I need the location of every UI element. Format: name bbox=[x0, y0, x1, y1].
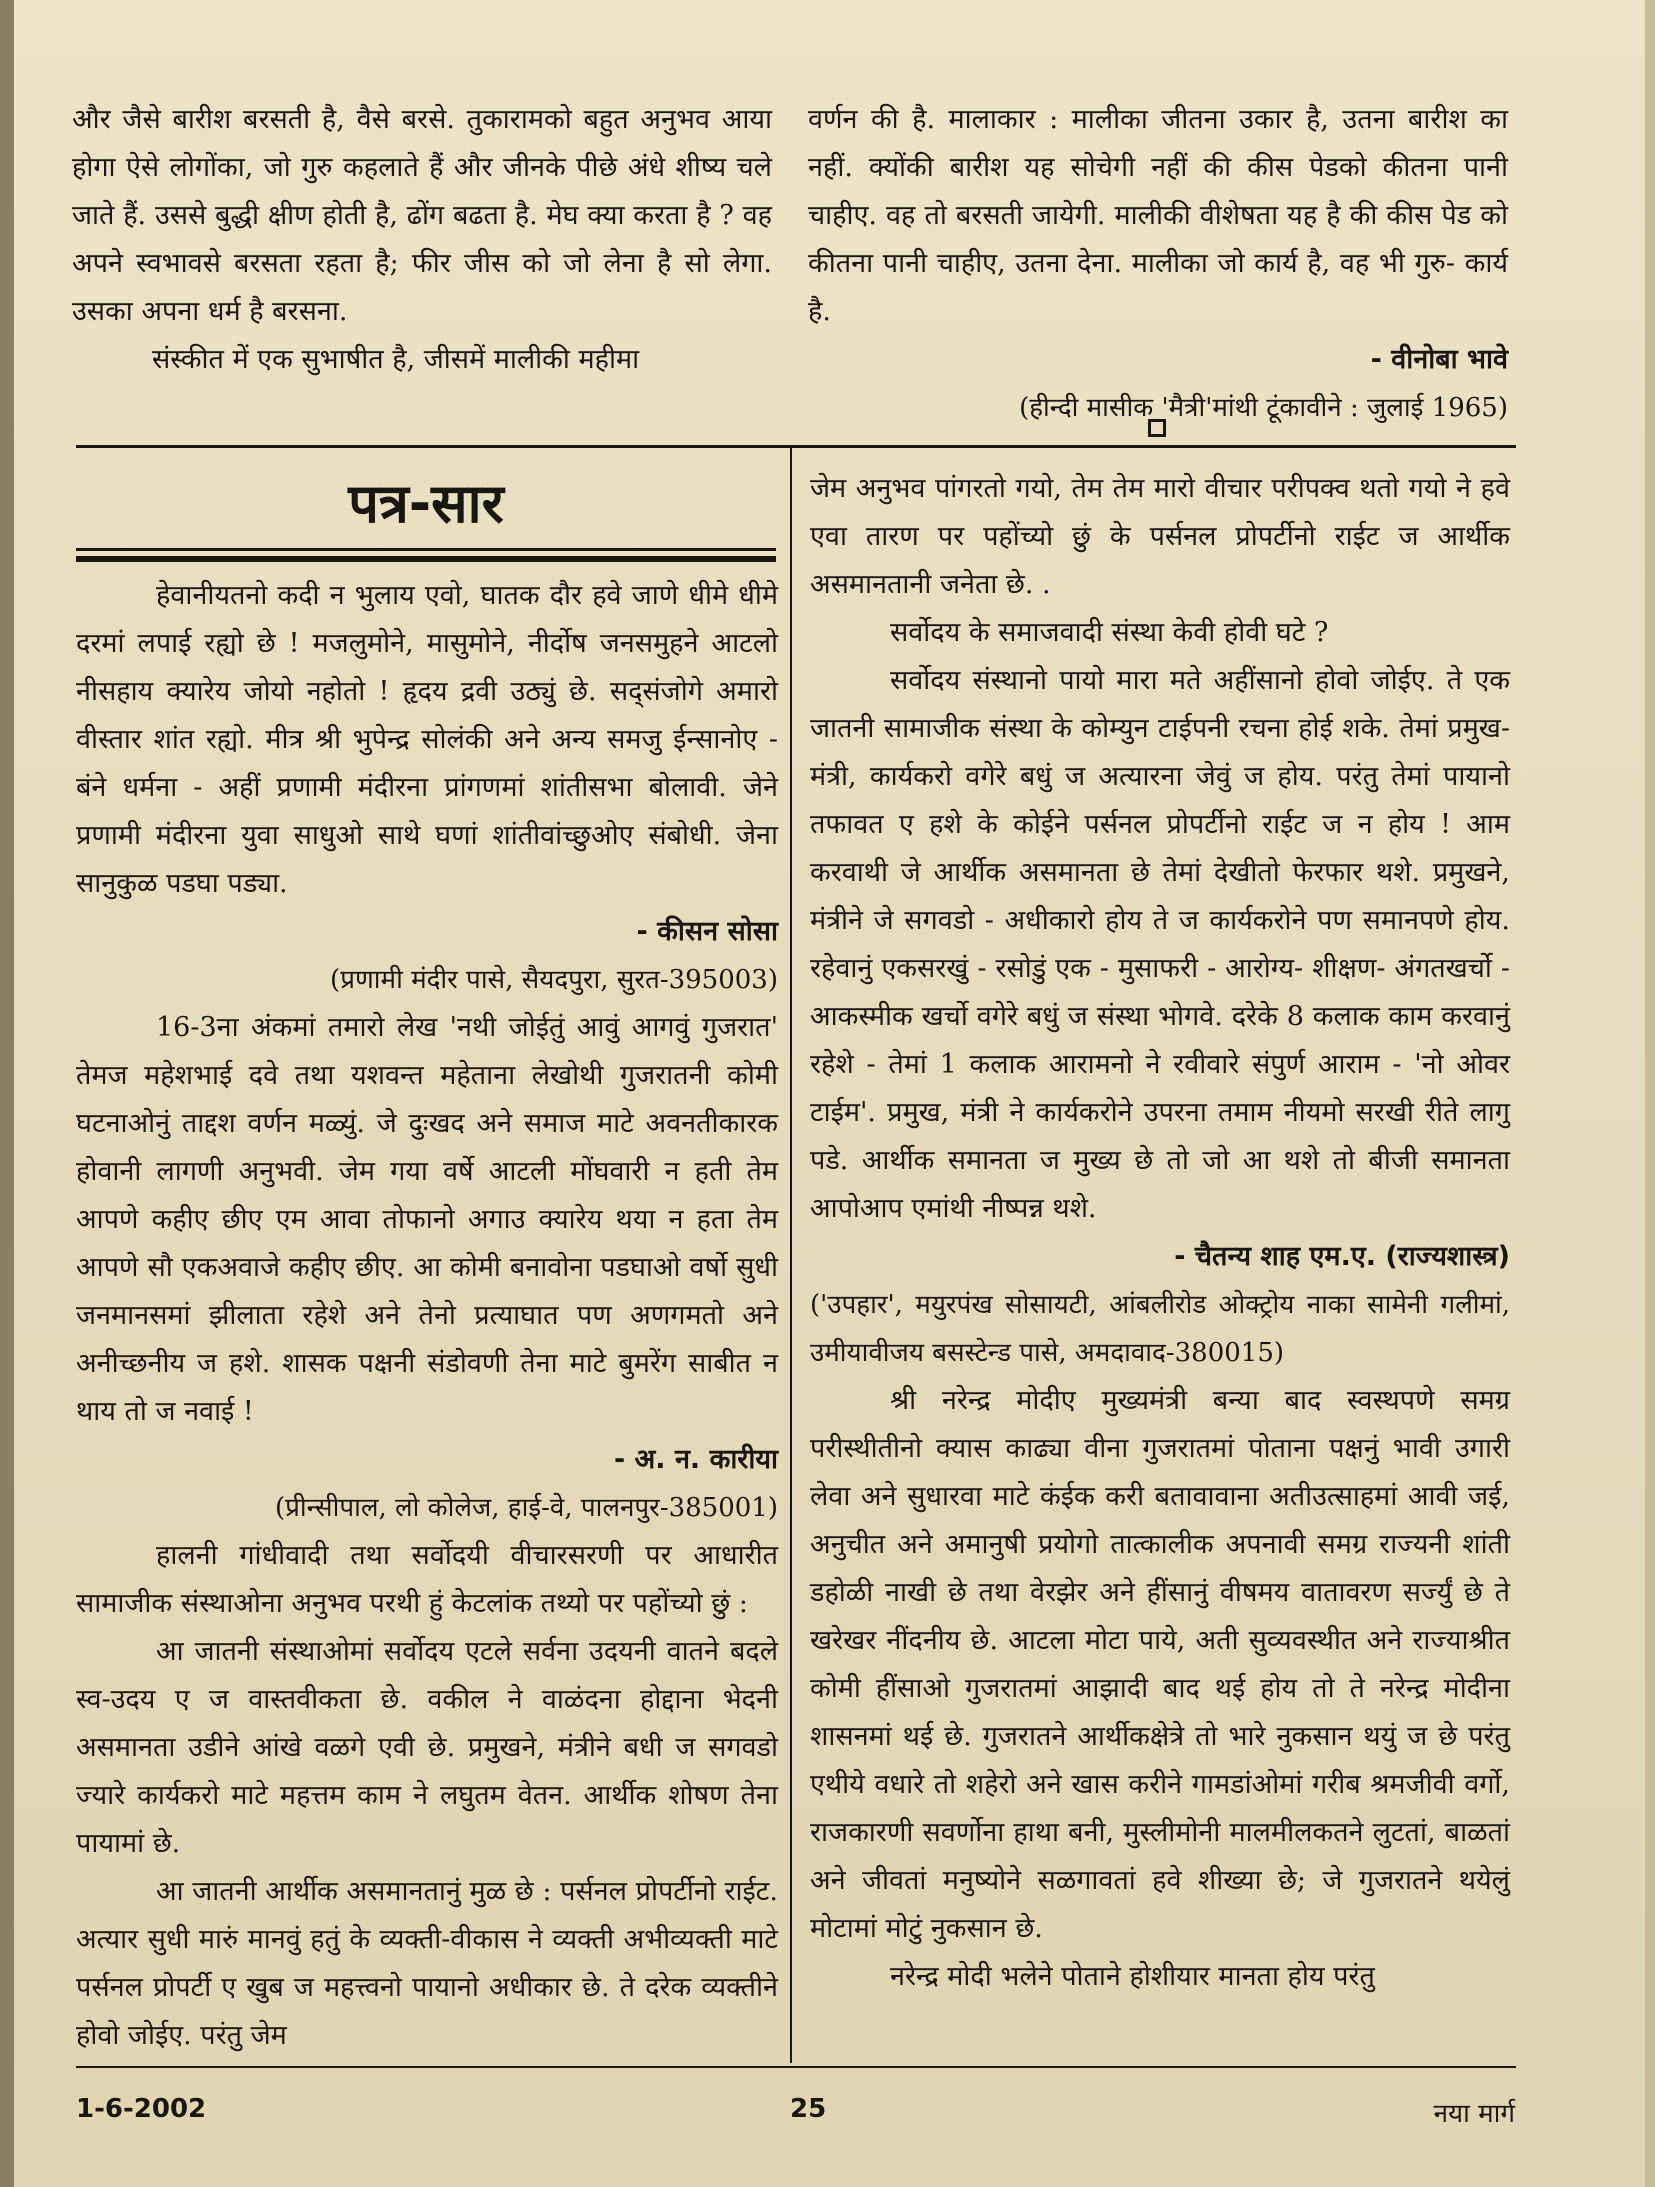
left-letter-address: (प्रणामी मंदीर पासे, सैयदपुरा, सुरत-395003) bbox=[330, 965, 778, 995]
letters-left-column bbox=[76, 572, 778, 2060]
page-edge-right bbox=[1645, 0, 1655, 2187]
magazine-name: नया मार्ग bbox=[1433, 2099, 1515, 2129]
top-right-column bbox=[808, 96, 1508, 432]
left-paragraph: आ जातनी आर्थीक असमानतानुं मुळ छे : पर्सनल प्रोपर्टीनो राईट. अत्यार सुधी मारुं मानवुं हतुं के व्यक्ती-वीकास ने व्यक्ती अभीव्यक्ती माटे पर्सनल प्रोपर्टी ए खुब ज महत्त्वनो पायानो अधीकार छे. ते दरेक व्यक्तीने होवो जोईए. परंतु जेम bbox=[76, 1876, 778, 2051]
left-letter-signature: - कीसन सोसा bbox=[636, 916, 778, 947]
right-paragraph: सर्वोदय के समाजवादी संस्था केवी होवी घटे ? bbox=[890, 617, 1329, 648]
left-letter-signature: - अ. न. कारीया bbox=[614, 1444, 778, 1475]
right-paragraph: जेम अनुभव पांगरतो गयो, तेम तेम मारो वीचार परीपक्व थतो गयो ने हवे एवा तारण पर पहोंच्यो छुं के पर्सनल प्रोपर्टीनो राईट ज आर्थीक असमानतानी जनेता छे. . bbox=[810, 473, 1510, 600]
right-letter-address: ('उपहार', मयुरपंख सोसायटी, आंबलीरोड ओक्ट्रोय नाका सामेनी गलीमां, उमीयावीजय बसस्टेन्ड पासे, अमदावाद-380015) bbox=[810, 1290, 1510, 1368]
left-paragraph: 16-3ना अंकमां तमारो लेख 'नथी जोईतुं आवुं आगवुं गुजरात' तेमज महेशभाई दवे तथा यशवन्त महेताना लेखोथी गुजरातनी कोमी घटनाओनुं ताद्दश वर्णन मळ्युं. जे दुःखद अने समाज माटे अवनतीकारक होवानी लागणी अनुभवी. जेम गया वर्षे आटली मोंघवारी न हती तेम आपणे कहीए छीए एम आवा तोफानो अगाउ क्यारेय थया न हता तेम आपणे सौ एकअवाजे कहीए छीए. आ कोमी बनावोना पडघाओ वर्षो सुधी जनमानसमां झीलाता रहेशे अने तेनो प्रत्याघात पण अणगमतो अने अनीच्छनीय ज हशे. शासक पक्षनी संडोवणी तेना माटे बुमरेंग साबीत न थाय तो ज नवाई ! bbox=[76, 1012, 778, 1427]
title-underline bbox=[76, 548, 776, 551]
left-paragraph: हेवानीयतनो कदी न भुलाय एवो, घातक दौर हवे जाणे धीमे धीमे दरमां लपाई रह्यो छे ! मजलुमोने, मासुमोने, नीर्दोष जनसमुहने आटलो नीसहाय क्यारेय जोयो नहोतो ! हृदय द्रवी उठ्युं छे. सद्संजोगे अमारो वीस्तार शांत रह्यो. मीत्र श्री भुपेन्द्र सोलंकी अने अन्य समजु ईन्सानोए - बंने धर्मना - अहीं प्रणामी मंदीरना प्रांगणमां शांतीसभा बोलावी. जेने प्रणामी मंदीरना युवा साधुओ साथे घणां शांतीवांच्छुओए संबोधी. जेना सानुकुळ पडघा पड्या. bbox=[76, 580, 779, 899]
footer-rule bbox=[76, 2066, 1516, 2068]
right-letter-signature: - चैतन्य शाह एम.ए. (राज्यशास्त्र) bbox=[1174, 1241, 1510, 1272]
top-left-paragraph-1: और जैसे बारीश बरसती है, वैसे बरसे. तुकारामको बहुत अनुभव आया होगा ऐसे लोगोंका, जो गुरु कहलाते हैं और जीनके पीछे अंधे शीष्य चले जाते हैं. उससे बुद्धी क्षीण होती है, ढोंग बढता है. मेघ क्या करता है ? वह अपने स्वभावसे बरसता रहता है; फीर जीस को जो लेना है सो लेगा. उसका अपना धर्म है बरसना. bbox=[72, 104, 772, 327]
left-paragraph: आ जातनी संस्थाओमां सर्वोदय एटले सर्वना उदयनी वातने बदले स्व-उदय ए ज वास्तवीकता छे. वकील ने वाळंदना होद्दाना भेदनी असमानता उडीने आंखे वळगे एवी छे. प्रमुखने, मंत्रीने बधी ज सगवडो ज्यारे कार्यकरो माटे महत्तम काम ने लघुतम वेतन. आर्थीक शोषण तेना पायामां छे. bbox=[76, 1636, 778, 1859]
section-title: पत्र-सार bbox=[348, 472, 504, 535]
page-number: 25 bbox=[790, 2094, 827, 2124]
top-right-source: (हीन्दी मासीक 'मैत्री'मांथी टूंकावीने : जुलाई 1965) bbox=[1019, 393, 1508, 423]
title-underline-thick bbox=[76, 556, 776, 562]
column-divider bbox=[790, 445, 792, 2063]
top-right-signature: - वीनोबा भावे bbox=[1370, 344, 1508, 375]
left-letter-address: (प्रीन्सीपाल, लो कोलेज, हाई-वे, पालनपुर-385001) bbox=[274, 1493, 778, 1523]
issue-date: 1-6-2002 bbox=[76, 2094, 207, 2124]
left-paragraph: हालनी गांधीवादी तथा सर्वोदयी वीचारसरणी पर आधारीत सामाजीक संस्थाओना अनुभव परथी हुं केटलांक तथ्यो पर पहोंच्यो छुं : bbox=[76, 1540, 778, 1619]
end-of-article-mark bbox=[1148, 419, 1166, 437]
top-left-paragraph-2: संस्कीत में एक सुभाषीत है, जीसमें मालीकी महीमा bbox=[152, 344, 640, 375]
right-paragraph: श्री नरेन्द्र मोदीए मुख्यमंत्री बन्या बाद स्वस्थपणे समग्र परीस्थीतीनो क्यास काढ्या वीना गुजरातमां पोताना पक्षनुं भावी उगारी लेवा अने सुधारवा माटे कंईक करी बतावावाना अतीउत्साहमां आवी जई, अनुचीत अने अमानुषी प्रयोगो तात्कालीक अपनावी समग्र राज्यनी शांती डहोळी नाखी छे तथा वेरझेर अने हींसानुं वीषमय वातावरण सर्ज्युं छे ते खरेखर नींदनीय छे. आटला मोटा पाये, अती सुव्यवस्थीत अने राज्याश्रीत कोमी हींसाओ गुजरातमां आझादी बाद थई होय तो ते नरेन्द्र मोदीना शासनमां थई छे. गुजरातने आर्थीकक्षेत्रे तो भारे नुकसान थयुं ज छे परंतु एथीये वधारे तो शहेरो अने खास करीने गामडांओमां गरीब श्रमजीवी वर्गो, राजकारणी सवर्णोना हाथा बनी, मुस्लीमोनी मालमीलकतने लुटतां, बाळतां अने जीवतां मनुष्योने सळगावतां हवे शीख्या छे; जे गुजरातने थयेलुं मोटामां मोटुं नुकसान छे. bbox=[810, 1385, 1510, 1944]
right-paragraph: नरेन्द्र मोदी भलेने पोताने होशीयार मानता होय परंतु bbox=[890, 1961, 1375, 1992]
page-edge-shadow bbox=[0, 0, 14, 2187]
top-left-column bbox=[72, 96, 772, 384]
letters-right-column bbox=[810, 465, 1510, 2001]
right-paragraph: सर्वोदय संस्थानो पायो मारा मते अहींसानो होवो जोईए. ते एक जातनी सामाजीक संस्था के कोम्युन टाईपनी रचना होई शके. तेमां प्रमुख-मंत्री, कार्यकरो वगेरे बधुं ज अत्यारना जेवुं ज होय. परंतु तेमां पायानो तफावत ए हशे के कोईने पर्सनल प्रोपर्टीनो राईट ज न होय ! आम करवाथी जे आर्थीक असमानता छे तेमां देखीतो फेरफार थशे. प्रमुखने, मंत्रीने जे सगवडो - अधीकारो होय ते ज कार्यकरोने पण समानपणे होय. रहेवानुं एकसरखुं - रसोडुं एक - मुसाफरी - आरोग्य- शीक्षण- अंगतखर्चो - आकस्मीक खर्चो वगेरे बधुं ज संस्था भोगवे. दरेके 8 कलाक काम करवानुं रहेशे - तेमां 1 कलाक आरामनो ने रवीवारे संपुर्ण आराम - 'नो ओवर टाईम'. प्रमुख, मंत्री ने कार्यकरोने उपरना तमाम नीयमो सरखी रीते लागु पडे. आर्थीक समानता ज मुख्य छे तो जो आ थशे तो बीजी समानता आपोआप एमांथी नीष्पन्न थशे. bbox=[810, 665, 1510, 1224]
top-right-paragraph: वर्णन की है. मालाकार : मालीका जीतना उकार है, उतना बारीश का नहीं. क्योंकी बारीश यह सोचेगी नहीं की कीस पेडको कीतना पानी चाहीए. वह तो बरसती जायेगी. मालीकी वीशेषता यह है की कीस पेड को कीतना पानी चाहीए, उतना देना. मालीका जो कार्य है, वह भी गुरु- कार्य है. bbox=[808, 104, 1508, 327]
section-divider bbox=[76, 445, 1516, 448]
